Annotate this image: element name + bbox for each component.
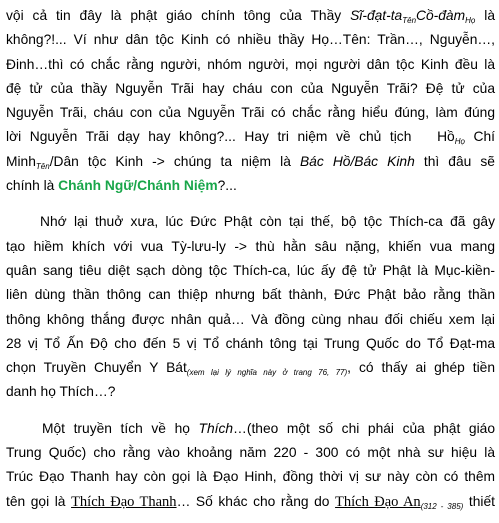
subscript-label: Tên	[402, 16, 417, 25]
text-line: danh họ Thích…?	[6, 384, 116, 400]
page-reference-note: (xem lại lý nghĩa này ở trang 76, 77)	[186, 368, 348, 378]
text-run: … Số khác cho rằng do	[176, 493, 336, 509]
text-run: là	[475, 8, 496, 23]
text-line	[6, 356, 495, 380]
paragraph-2	[6, 210, 495, 404]
text-run: lời Nguyễn Trãi dạy hay không?... Hay tri niệm về chủ tịch	[6, 129, 412, 145]
italic-name: Sĩ-đạt-ta	[350, 8, 403, 23]
italic-name: Cồ-đàm	[416, 8, 466, 23]
text-run: Chí	[473, 129, 495, 145]
text-line	[6, 174, 495, 198]
text-run: thiết	[463, 493, 495, 509]
paragraph-1	[6, 4, 495, 198]
text-line: liên dùng thần thông can thiệp nhưng bất thành, Đức Phật bảo rằng thần	[6, 287, 495, 303]
text-line: Nguyễn Trãi, cháu con của Nguyễn Trãi có chắc rằng hiểu đúng, làm đúng	[6, 105, 495, 121]
underlined-name: Thích Đạo Thanh	[71, 493, 177, 510]
paragraph-gap	[6, 198, 495, 210]
text-line: tạo hiềm khích với vua Tỳ-lưu-ly -> thù hằn sâu nặng, khiến vua mang	[6, 238, 495, 254]
text-run: thì đâu sẽ	[414, 153, 495, 169]
text-run: Minh	[6, 153, 36, 169]
text-run: ?...	[217, 178, 237, 194]
subscript-label: Họ	[465, 16, 476, 25]
text-line: Trung Quốc) cho rằng vào khoảng năm 220 - 300 có một nhà sư hiệu là	[6, 445, 495, 461]
text-run: /Dân tộc Kinh -> chúng ta niệm là	[49, 153, 300, 169]
subscript-label: Họ	[454, 137, 465, 147]
text-run: chọn Truyền Chuyển Y Bát	[6, 360, 187, 376]
text-line: đệ tử của thầy Nguyễn Trãi hay cháu con của Nguyễn Trãi? Đệ tử của	[6, 80, 495, 96]
text-line	[6, 150, 495, 174]
text-line: quân sang tiêu diệt sạch dòng tộc Thích-ca, lúc ấy đệ tử Phật là Mục-kiền-	[6, 262, 495, 278]
highlighted-term: Chánh Ngữ/Chánh Niệm	[58, 178, 218, 194]
text-run: chính là	[6, 178, 59, 194]
text-run: Một truyền tích về họ	[42, 420, 199, 436]
paragraph-3	[6, 417, 495, 514]
text-line	[6, 490, 495, 514]
text-line	[6, 4, 495, 28]
subscript-label: Tên	[35, 161, 50, 171]
text-line	[6, 417, 495, 441]
italic-name: Thích	[198, 420, 234, 436]
underlined-name: Thích Đạo An	[335, 493, 421, 510]
date-note: (312 - 385)	[420, 501, 464, 511]
text-line: không?!... Ví như dân tộc Kinh có nhiều thầy Họ…Tên: Trần…, Nguyễn…,	[6, 32, 495, 48]
text-line: Đinh…thì có chắc rằng người, nhóm người, mọi người dân tộc Kinh đều là	[6, 56, 495, 72]
text-line	[6, 125, 495, 149]
text-line: 28 vị Tổ Ấn Độ cho đến 5 vị Tổ chánh tông tại Trung Quốc do Tổ Đạt-ma	[6, 335, 495, 351]
text-line: Trúc Đạo Thanh hay còn gọi là Đạo Hinh, đồng thời vị sư này còn có thêm	[6, 469, 495, 485]
text-run: , có thấy ai ghép tiền	[347, 360, 495, 376]
text-run: tên gọi là	[6, 493, 72, 509]
text-run: …(theo một số chi phái của phật giáo	[233, 420, 495, 436]
text-line: Nhớ lại thuở xưa, lúc Đức Phật còn tại thế, bộ tộc Thích-ca đã gây	[40, 214, 495, 230]
text-line: thông không thắng được nhân quả… Và đồng cùng nhau đối chiếu xem lại	[6, 311, 495, 327]
text-run: vội cả tin đây là phật giáo chính tông của Thầy	[6, 8, 351, 23]
italic-phrase: Bác Hồ/Bác Kinh	[299, 153, 415, 169]
text-run: Hồ	[437, 129, 455, 145]
paragraph-gap	[6, 405, 495, 417]
